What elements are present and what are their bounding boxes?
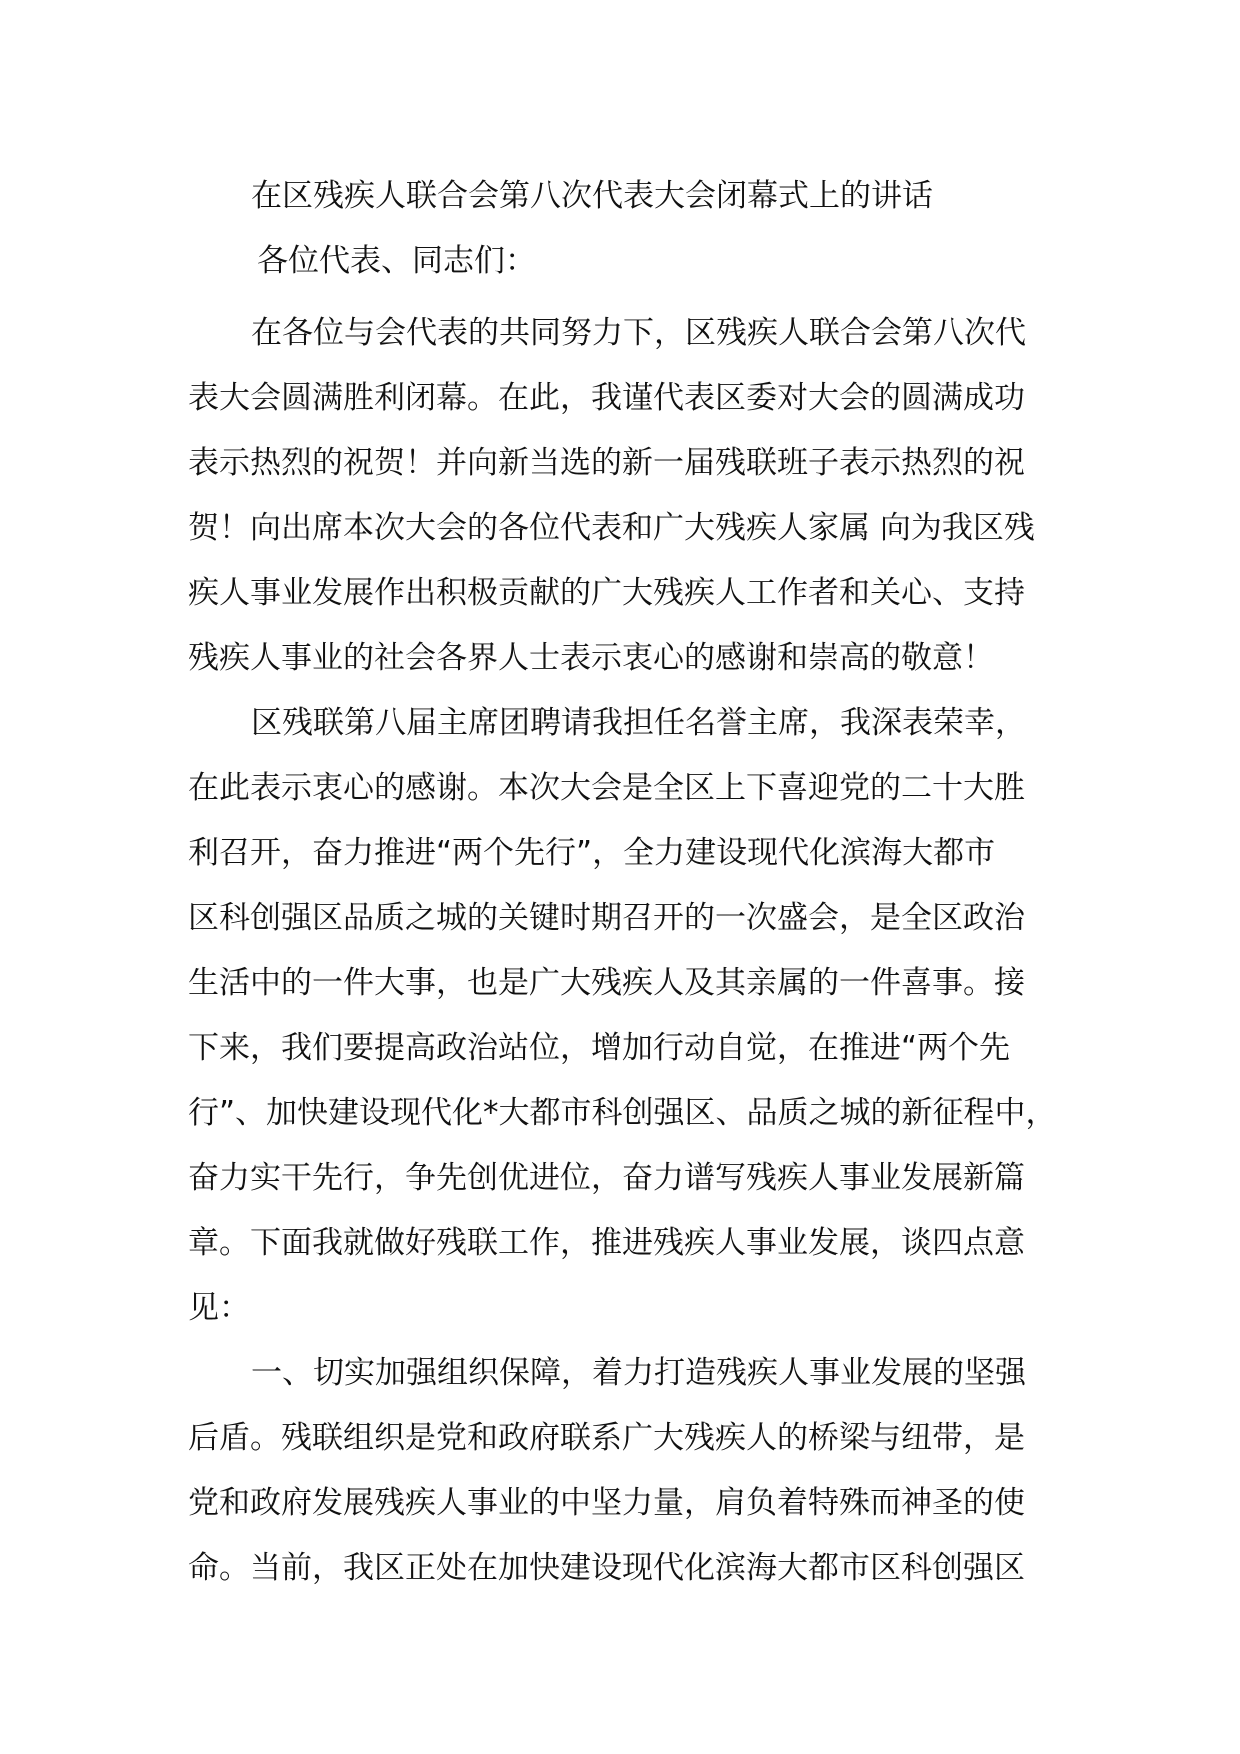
document-title: 在区残疾人联合会第八次代表大会闭幕式上的讲话	[251, 178, 933, 214]
text-line: 表示热烈的祝贺！并向新当选的新一届残联班子表示热烈的祝	[188, 445, 1025, 481]
text-line: 后盾。残联组织是党和政府联系广大残疾人的桥梁与纽带，是	[188, 1420, 1025, 1456]
text-line: 区科创强区品质之城的关键时期召开的一次盛会，是全区政治	[188, 900, 1025, 936]
text-line: 疾人事业发展作出积极贡献的广大残疾人工作者和关心、支持	[188, 575, 1025, 611]
text-line: 利召开，奋力推进“两个先行”，全力建设现代化滨海大都市	[188, 835, 996, 871]
paragraph-1	[188, 301, 1088, 691]
text-line: 一、切实加强组织保障，着力打造残疾人事业发展的坚强	[251, 1355, 1026, 1391]
document-body	[188, 301, 1088, 1601]
paragraph-2	[188, 691, 1088, 1341]
text-line: 见：	[188, 1290, 250, 1326]
text-line: 区残联第八届主席团聘请我担任名誉主席，我深表荣幸，	[251, 705, 1026, 741]
text-line: 章。下面我就做好残联工作，推进残疾人事业发展，谈四点意	[188, 1225, 1025, 1261]
text-line: 行”、加快建设现代化*大都市科创强区、品质之城的新征程中，	[188, 1095, 1057, 1131]
paragraph-3	[188, 1341, 1088, 1601]
text-line: 党和政府发展残疾人事业的中坚力量，肩负着特殊而神圣的使	[188, 1485, 1025, 1521]
text-line: 贺！向出席本次大会的各位代表和广大残疾人家属 向为我区残	[188, 510, 1035, 546]
text-line: 奋力实干先行，争先创优进位，奋力谱写残疾人事业发展新篇	[188, 1160, 1025, 1196]
salutation: 各位代表、同志们：	[257, 243, 536, 279]
text-line: 生活中的一件大事，也是广大残疾人及其亲属的一件喜事。接	[188, 965, 1025, 1001]
text-line: 下来，我们要提高政治站位，增加行动自觉，在推进“两个先	[188, 1030, 1011, 1066]
text-line: 表大会圆满胜利闭幕。在此，我谨代表区委对大会的圆满成功	[188, 380, 1025, 416]
text-line: 命。当前，我区正处在加快建设现代化滨海大都市区科创强区	[188, 1550, 1025, 1586]
text-line: 在各位与会代表的共同努力下，区残疾人联合会第八次代	[251, 315, 1026, 351]
text-line: 在此表示衷心的感谢。本次大会是全区上下喜迎党的二十大胜	[188, 770, 1025, 806]
text-line: 残疾人事业的社会各界人士表示衷心的感谢和崇高的敬意！	[188, 640, 994, 676]
